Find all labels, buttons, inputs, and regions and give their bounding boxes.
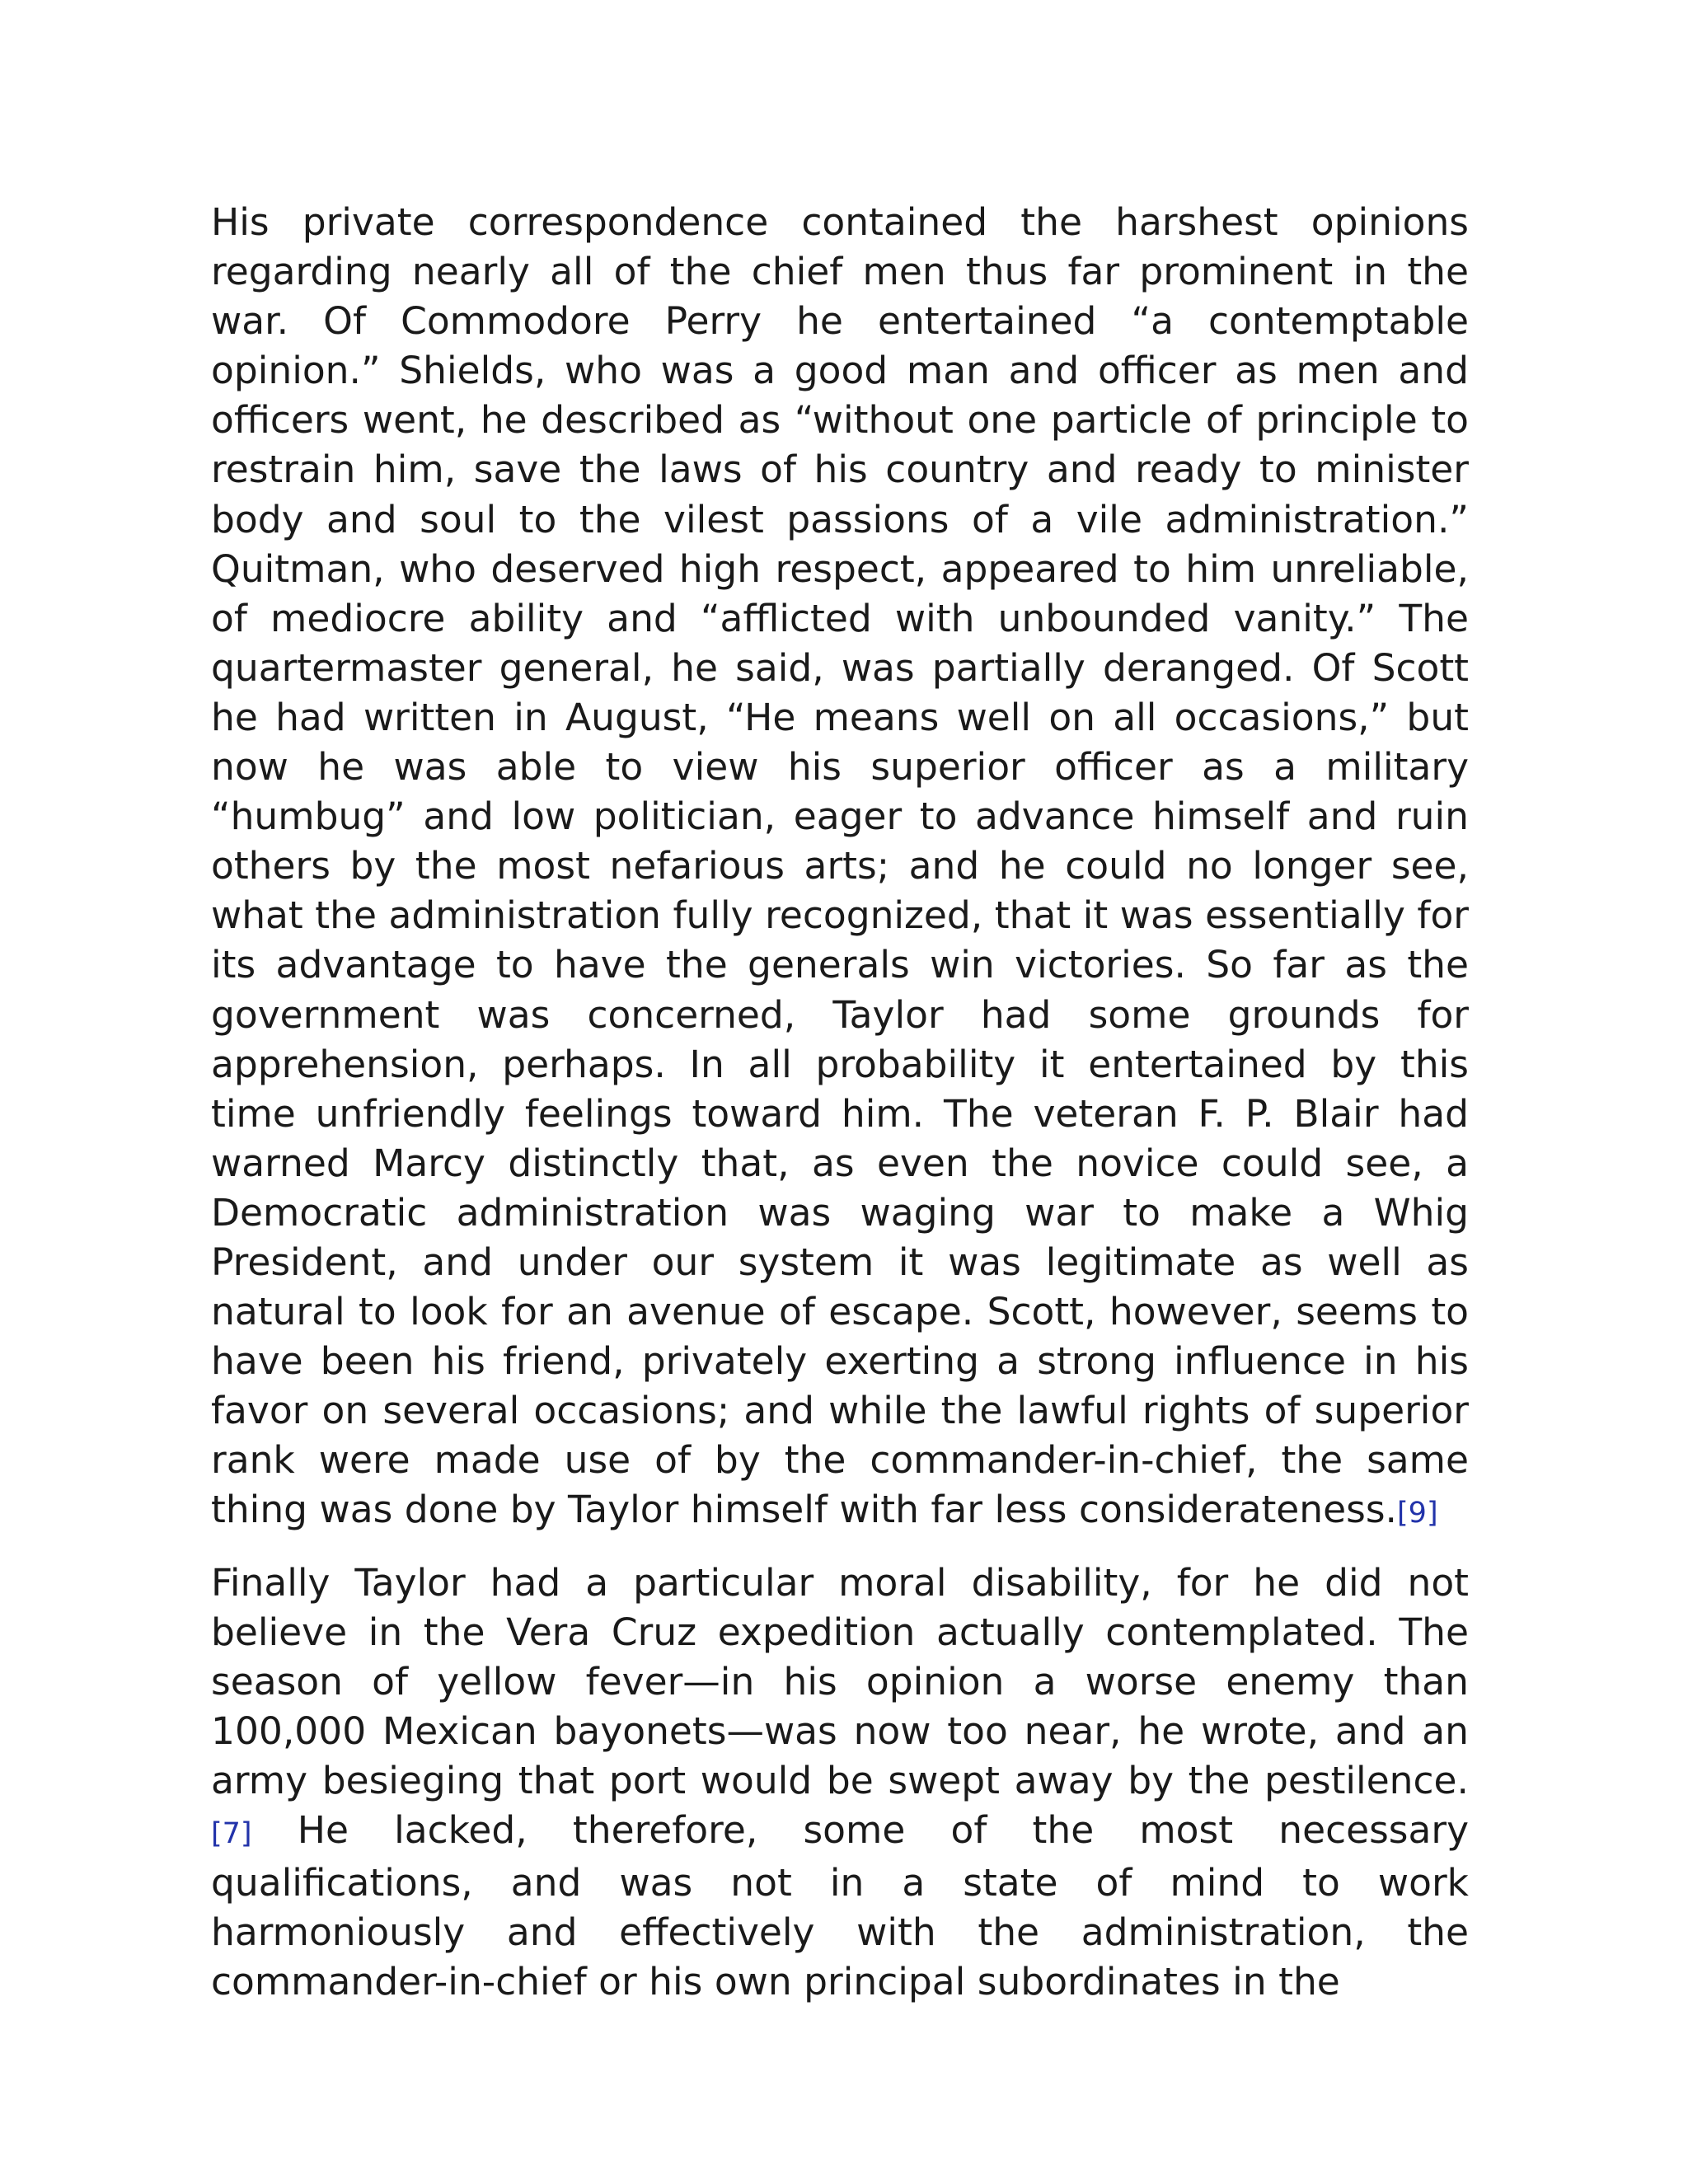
- paragraph-vera-cruz: [211, 1558, 1469, 2008]
- footnote-link-9[interactable]: [9]: [1397, 1497, 1438, 1530]
- paragraph-taylor-opinions: [211, 198, 1469, 1539]
- paragraph-text: He lacked, therefore, some of the most necessary qualifications, and was not in a state of mind to work harmoniously and effectively with the administration, the commander-in-chief or his own principal subordinates in the: [211, 1808, 1469, 2004]
- page-body: [211, 198, 1469, 2007]
- paragraph-text: Finally Taylor had a particular moral disability, for he did not believe in the Vera Cruz expedition actually contemplated. The season of yellow fever—in his opinion a worse enemy than 100,000 Mexican bayonets—was now too near, he wrote, and an army besieging that port would be swept away by the pestilence.: [211, 1560, 1469, 1802]
- footnote-link-7[interactable]: [7]: [211, 1817, 252, 1850]
- paragraph-text: His private correspondence contained the harshest opinions regarding nearly all of the chief men thus far prominent in the war. Of Commodore Perry he entertained “a contemptable opinion.” Shields, who was a good man and officer as men and officers went, he described as “without one particle of principle to restrain him, save the laws of his country and ready to minister body and soul to the vilest passions of a vile administration.” Quitman, who deserved high respect, appeared to him unreliable, of mediocre ability and “afflicted with unbounded vanity.” The quartermaster general, he said, was partially deranged. Of Scott he had written in August, “He means well on all occasions,” but now he was able to view his superior officer as a military “humbug” and low politician, eager to advance himself and ruin others by the most nefarious arts; and he could no longer see, what the administration fully recognized, that it was essentially for its advantage to have the generals win victories. So far as the government was concerned, Taylor had some grounds for apprehension, perhaps. In all probability it entertained by this time unfriendly feelings toward him. The veteran F. P. Blair had warned Marcy distinctly that, as even the novice could see, a Democratic administration was waging war to make a Whig President, and under our system it was legitimate as well as natural to look for an avenue of escape. Scott, however, seems to have been his friend, privately exerting a strong influence in his favor on several occasions; and while the lawful rights of superior rank were made use of by the commander-in-chief, the same thing was done by Taylor himself with far less considerateness.: [211, 200, 1469, 1532]
